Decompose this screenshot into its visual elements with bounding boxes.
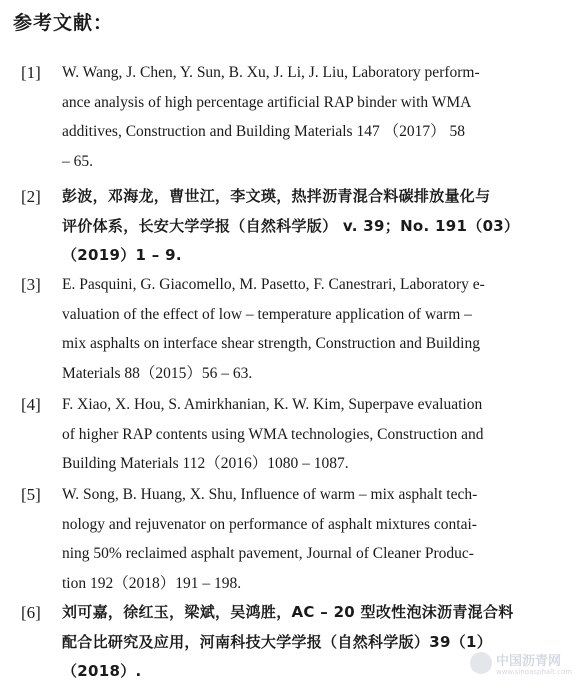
- watermark: [470, 650, 573, 684]
- reference-text-line: ance analysis of high percentage artificial RAP binder with WMA: [62, 93, 472, 111]
- reference-text-line: F. Xiao, X. Hou, S. Amirkhanian, K. W. Kim, Superpave evaluation: [62, 396, 483, 413]
- reference-text-line: 配合比研究及应用，河南科技大学学报（自然科学版）39（1）: [62, 632, 493, 651]
- watermark-logo-icon: [470, 652, 492, 674]
- reference-number: [5]: [21, 485, 41, 504]
- reference-text-line: 刘可嘉，徐红玉，梁斌，吴鸿胜，AC – 20 型改性泡沫沥青混合料: [62, 603, 514, 621]
- reference-text-line: ning 50% reclaimed asphalt pavement, Journal of Cleaner Produc-: [62, 545, 474, 562]
- reference-text-line: （2018）.: [62, 662, 142, 680]
- reference-text-line: tion 192（2018）191 – 198.: [62, 574, 242, 592]
- reference-text-line: W. Song, B. Huang, X. Shu, Influence of warm – mix asphalt tech-: [62, 486, 478, 503]
- reference-text-line: E. Pasquini, G. Giacomello, M. Pasetto, F. Canestrari, Laboratory e-: [62, 276, 485, 293]
- reference-number: [1]: [21, 63, 41, 82]
- reference-text-line: 彭波，邓海龙，曹世江，李文瑛，热拌沥青混合料碳排放量化与: [62, 187, 491, 205]
- reference-text-line: of higher RAP contents using WMA technologies, Construction and: [62, 425, 484, 443]
- reference-text-line: – 65.: [62, 152, 93, 170]
- reference-text-line: nology and rejuvenator on performance of asphalt mixtures contai-: [62, 515, 477, 533]
- reference-text-line: W. Wang, J. Chen, Y. Sun, B. Xu, J. Li, J. Liu, Laboratory perform-: [62, 64, 480, 81]
- reference-number: [6]: [21, 603, 41, 622]
- watermark-text: 中国沥青网: [496, 654, 562, 669]
- reference-text-line: valuation of the effect of low – temperature application of warm –: [62, 305, 472, 323]
- reference-text-line: mix asphalts on interface shear strength, Construction and Building: [62, 335, 480, 352]
- watermark-url: www.sinoasphalt.com: [496, 668, 573, 676]
- reference-text-line: additives, Construction and Building Materials 147 （2017） 58: [62, 123, 465, 140]
- reference-text-line: 评价体系，长安大学学报（自然科学版） v. 39；No. 191（03）: [62, 216, 520, 235]
- reference-number: [3]: [21, 275, 41, 294]
- references-heading: 参考文献：: [13, 12, 114, 34]
- reference-text-line: Materials 88（2015）56 – 63.: [62, 364, 253, 382]
- reference-number: [4]: [21, 395, 41, 414]
- reference-number: [2]: [21, 187, 41, 206]
- reference-text-line: Building Materials 112（2016）1080 – 1087.: [62, 455, 349, 472]
- reference-text-line: （2019）1 – 9.: [62, 246, 182, 264]
